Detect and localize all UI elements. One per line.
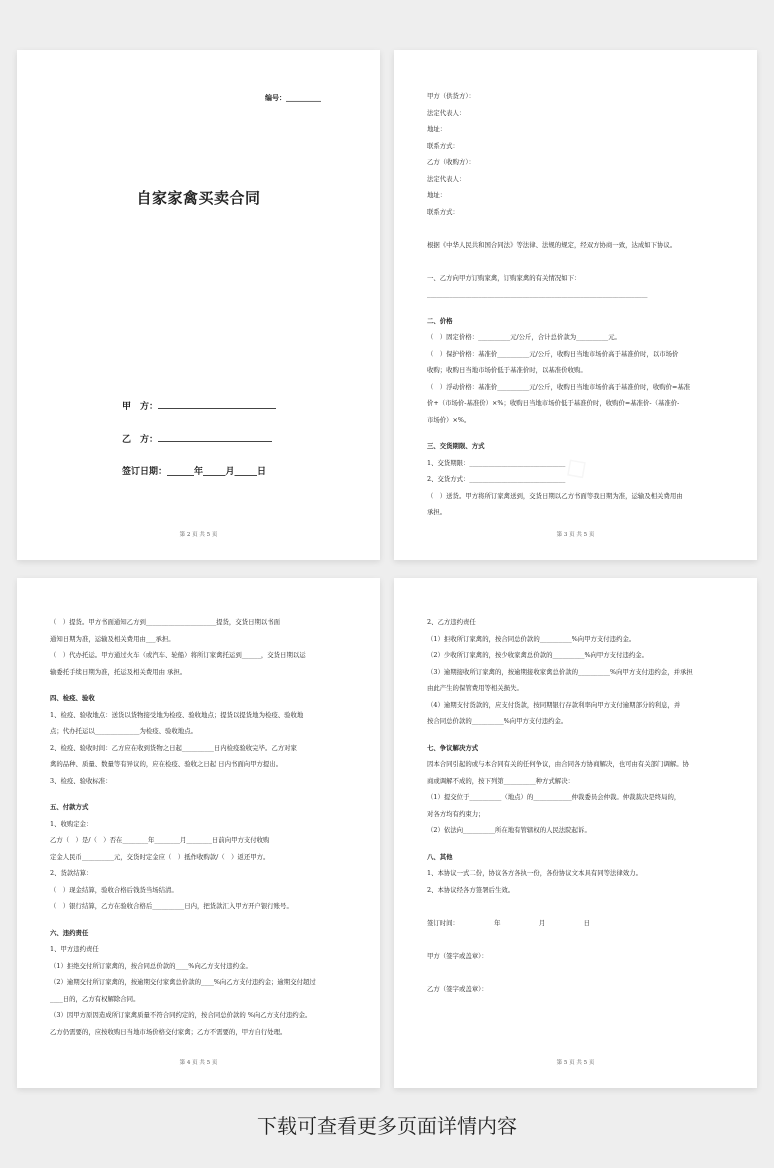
- body-line: 2、交货方式：______________________________: [427, 475, 566, 483]
- body-line: （3）逾期接收所订家禽的，按逾期接收家禽总价款的__________%向甲方支付违约金，并承担: [427, 667, 693, 676]
- body-line: [427, 931, 735, 948]
- section-heading: 五、付款方式: [50, 803, 89, 811]
- body-line: 收购；收购日当地市场价低于基准价时，以基准价收购。: [427, 366, 587, 374]
- body-line: （2）逾期交付所订家禽的，按逾期交付家禽总价款的____%向乙方支付违约金；逾期交付超过: [50, 978, 316, 986]
- body-line: 乙方仍需要的，应按收购日当地市场价格交付家禽；乙方不需要的，甲方自行处理。: [50, 1027, 287, 1036]
- body-line: （ ）现金结算，验收合格后钱货当场结清。: [50, 885, 178, 894]
- body-line: 价+（市场价-基准价）×%；收购日当地市场价低于基准价时，收购价=基准价-（基准价-: [427, 399, 680, 407]
- body-line: 点；代办托运以______________为检疫、验收地点。: [50, 727, 197, 735]
- contract-title: 自家家禽买卖合同: [136, 189, 261, 207]
- body-line: 联系方式：: [427, 207, 459, 216]
- page-4: [17, 578, 380, 1088]
- body-line: [427, 898, 735, 915]
- body-line: （ ）浮动价格：基准价__________元/公斤，收购日当地市场价高于基准价时，收购价=基准: [427, 382, 691, 391]
- cover-page: [17, 50, 380, 560]
- section-heading: 四、检疫、验收: [50, 694, 95, 702]
- page-footer: 第 3 页 共 5 页: [556, 532, 595, 538]
- body-line: 联系方式：: [427, 141, 459, 150]
- party-b-line: [122, 432, 272, 445]
- body-line: 1、本协议一式二份，协议各方各执一份，各份协议文本具有同等法律效力。: [427, 869, 642, 877]
- body-line: 法定代表人：: [427, 108, 466, 117]
- body-line: [427, 964, 735, 981]
- body-line: （ ）保护价格：基准价__________元/公斤，收购日当地市场价高于基准价时，以市场价: [427, 349, 679, 358]
- body-line: _____________________________________________________________________: [427, 290, 648, 298]
- body-line: 商或调解不成的，按下列第__________种方式解决：: [427, 776, 574, 785]
- section-heading: 二、价格: [427, 316, 453, 325]
- body-line: 签订时间： 年 月 日: [427, 918, 590, 927]
- body-line: [427, 253, 735, 270]
- body-line: 1、检疫、验收地点：送货以货物接受地为检疫、验收地点；提货以提货地为检疫、验收地: [50, 710, 304, 719]
- body-line: 3、检疫、验收标准：: [50, 776, 112, 785]
- body-line: （2）少收所订家禽的，按少收家禽总价款的__________%向甲方支付违约金。: [427, 651, 649, 659]
- body-line: 因本合同引起的或与本合同有关的任何争议，由合同各方协商解决，也可由有关部门调解。协: [427, 760, 690, 768]
- party-a-blank: [158, 408, 276, 409]
- section-heading: 七、争议解决方式: [427, 743, 479, 752]
- body-line: 由此产生的保管费用等相关损失。: [427, 684, 523, 692]
- page-3-body: [427, 88, 735, 521]
- party-a-line: [122, 399, 276, 412]
- party-b-label: 乙 方：: [122, 435, 159, 445]
- page-5-body: [427, 614, 735, 997]
- body-line: （4）逾期支付货款的，应支付货款，按同期银行存款利率向甲方支付逾期部分的利息，并: [427, 700, 681, 709]
- party-a-label: 甲 方：: [122, 402, 159, 412]
- contract-number: 编号：__________: [265, 94, 321, 102]
- page-footer: 第 2 页 共 5 页: [179, 532, 218, 538]
- page-footer: 第 5 页 共 5 页: [556, 1060, 595, 1066]
- body-line: 承担。: [427, 508, 447, 516]
- section-heading: 六、违约责任: [50, 928, 89, 937]
- body-line: 乙方（收购方）：: [427, 158, 475, 166]
- body-line: 一、乙方向甲方订购家禽，订购家禽的有关情况如下：: [427, 273, 581, 282]
- body-line: 根据《中华人民共和国合同法》等法律、法规的规定，经双方协商一致，达成如下协议。: [427, 240, 677, 249]
- page-5: [394, 578, 757, 1088]
- body-line: 通知日期为准，运输及相关费用由___承担。: [50, 634, 175, 643]
- body-line: 法定代表人：: [427, 174, 466, 183]
- body-line: （ ）银行结算，乙方在验收合格后__________日内，把货款汇入甲方开户银行账号。: [50, 902, 293, 910]
- body-line: （ ）固定价格：__________元/公斤，合计总价款为__________元。: [427, 333, 621, 341]
- body-line: 对各方均有约束力；: [427, 809, 485, 818]
- body-line: （1）拒收所订家禽的，按合同总价款的__________%向甲方支付违约金。: [427, 634, 636, 643]
- body-line: 甲方（签字或盖章）：: [427, 951, 488, 960]
- body-line: 地址：: [427, 191, 447, 199]
- page-4-body: [50, 614, 358, 1040]
- body-line: 地址：: [427, 125, 447, 133]
- body-line: 乙方（ ）是/（ ）否在________年________月________日前向甲方支付收购: [50, 836, 270, 844]
- body-line: 市场价）×%。: [427, 415, 471, 424]
- body-line: ____日的，乙方有权解除合同。: [50, 994, 140, 1003]
- body-line: 定金人民币__________元，交货时定金应（ ）抵作收购款/（ ）返还甲方。: [50, 852, 270, 861]
- body-line: （3）因甲方原因造成所订家禽质量不符合同约定的，按合同总价款的 %向乙方支付违约金。: [50, 1011, 312, 1019]
- body-line: 按合同总价款的__________%向甲方支付违约金。: [427, 717, 568, 725]
- body-line: 禽的品种、质量、数量等有异议的，应在检疫、验收之日起 日内书面向甲方提出。: [50, 760, 283, 768]
- page-footer: 第 4 页 共 5 页: [179, 1060, 218, 1066]
- body-line: [427, 220, 735, 237]
- body-line: 2、乙方违约责任: [427, 618, 476, 626]
- download-caption: 下载可查看更多页面详情内容: [257, 1114, 517, 1138]
- body-line: （1）拒绝交付所订家禽的，按合同总价款的____%向乙方支付违约金。: [50, 961, 252, 970]
- body-line: 乙方（签字或盖章）：: [427, 984, 488, 993]
- party-b-blank: [158, 441, 272, 442]
- page-3: [394, 50, 757, 560]
- body-line: 1、交货期限：______________________________: [427, 458, 566, 467]
- body-line: （ ）提货。甲方书面通知乙方到______________________提货，交货日期以书面: [50, 618, 281, 626]
- body-line: 1、甲方违约责任: [50, 945, 99, 953]
- section-heading: 三、交货期限、方式: [427, 442, 485, 450]
- body-line: 2、货款结算：: [50, 869, 93, 877]
- body-line: （ ）送货。甲方将所订家禽送到，交货日期以乙方书面等我日期为准，运输及相关费用由: [427, 491, 683, 500]
- body-line: 甲方（供货方）：: [427, 92, 475, 100]
- body-line: （1）提交位于__________（地点）的____________仲裁委员会仲裁。仲裁裁决是终局的，: [427, 793, 681, 801]
- sign-date: 签订日期：______年_____月_____日: [122, 467, 267, 477]
- body-line: （2）依法向__________所在地有管辖权的人民法院起诉。: [427, 826, 591, 834]
- body-line: （ ）代办托运。甲方通过火车（或汽车、轮船）将所订家禽托运到______，交货日期以运: [50, 651, 306, 659]
- body-line: 2、本协议经各方签署后生效。: [427, 885, 515, 894]
- body-line: 2、检疫、验收时间：乙方应在收到货物之日起__________日内检疫验收完毕。乙方对家: [50, 743, 297, 752]
- section-heading: 八、其他: [427, 852, 453, 861]
- body-line: 输委托手续日期为准，托运及相关费用由 承担。: [50, 667, 187, 676]
- body-line: 1、收购定金：: [50, 819, 93, 828]
